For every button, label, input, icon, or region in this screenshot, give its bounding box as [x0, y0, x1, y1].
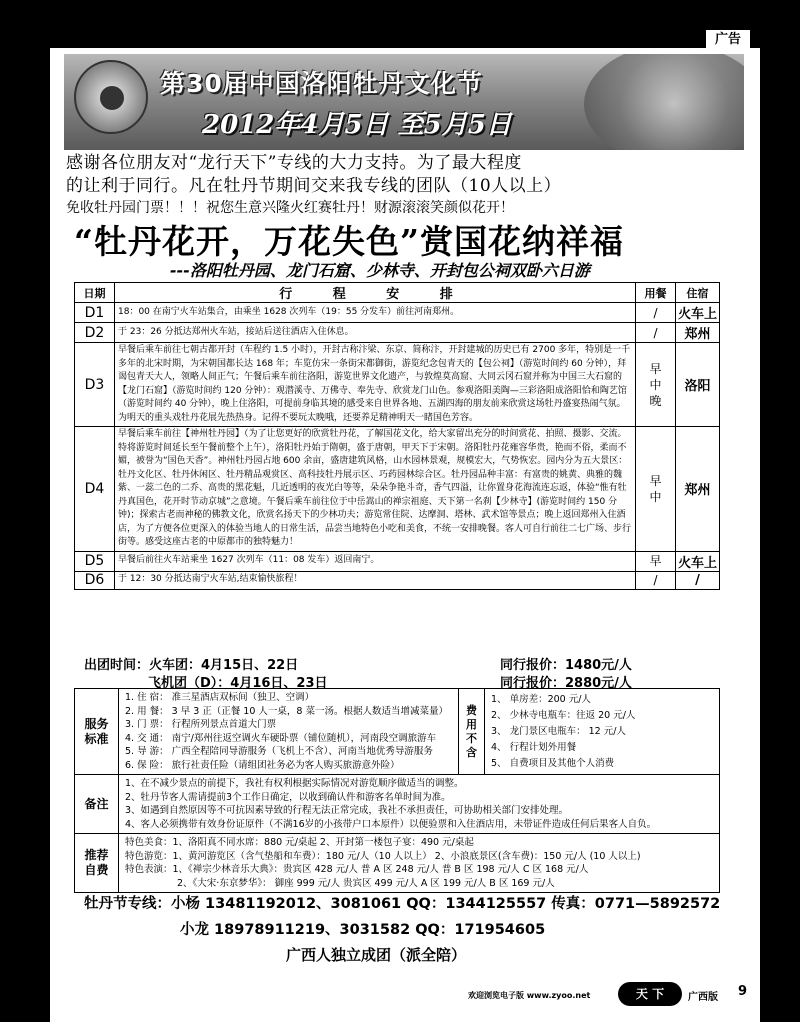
page-content [50, 48, 760, 1022]
service-list [119, 689, 459, 775]
header-meal: 用餐 [636, 283, 676, 303]
note-item: 2、牡丹节客人需请提前3个工作日确定，以收到确认件和游客名单时间为准。 [125, 791, 451, 803]
mascot-flower-icon [74, 60, 148, 134]
day-label: D3 [75, 343, 115, 427]
edition-label: 广西版 [688, 992, 718, 1003]
meal-cell: 早 中 [636, 427, 676, 552]
headline: “牡丹花开，万花失色”赏国花纳祥福 [74, 222, 624, 261]
excluded-list [485, 689, 720, 775]
itinerary-row [75, 551, 720, 571]
train-departure: 出团时间：火车团：4月15日、22日 [84, 658, 299, 673]
itinerary-row [75, 427, 720, 552]
meal-cell: / [636, 303, 676, 323]
day-description: 于 23：26 分抵达郑州火车站，接站后送往酒店入住休息。 [115, 323, 636, 343]
right-frame [760, 0, 800, 1022]
note-item: 1、在不减少景点的前提下，我社有权利根据实际情况对游览顺序做适当的调整。 [125, 778, 464, 789]
contact-line: 牡丹节专线：小杨 13481192012、3081061 QQ：1344125557 传真：0771—5892572 [84, 896, 721, 912]
service-item: 2. 用 餐： 3 早 3 正（正餐 10 人一桌，8 菜一汤。根据人数适当增减菜量） [125, 705, 448, 717]
recommend-item: 特色表演：1、《禅宗少林音乐大典》：贵宾区 428 元/人 普 A 区 248 元/人 普 B 区 198 元/人 C 区 168 元/人 [125, 864, 589, 875]
website-link[interactable]: 欢迎浏览电子版 www.zyoo.net [468, 991, 591, 1000]
recommend-item: 2、《大宋·东京梦华》： 御座 999 元/人 贵宾区 499 元/人 A 区 199 元/人 B 区 169 元/人 [177, 877, 555, 889]
itinerary-row [75, 323, 720, 343]
festival-banner [64, 54, 744, 150]
note-item: 3、如遇到自然原因等不可抗因素导致的行程无法正常完成，我社不承担责任，可协助相关部门安排处理。 [125, 805, 569, 816]
excluded-item: 3、 龙门景区电瓶车： 12 元/人 [491, 725, 626, 737]
stay-cell: 火车上 [676, 303, 720, 323]
stay-cell: 郑州 [676, 427, 720, 552]
recommend-list [119, 834, 720, 893]
intro-line: 的让利于同行。凡在牡丹节期间交来我专线的团队（10人以上） [66, 176, 562, 196]
peony-image [584, 54, 744, 150]
service-item: 6. 保 险： 旅行社责任险（请组团社务必为客人购买旅游意外险） [125, 759, 400, 771]
intro-text [66, 152, 746, 218]
itinerary-row [75, 303, 720, 323]
banner-date: 2012年4月5日 至5月5日 [202, 110, 512, 140]
itinerary-row [75, 571, 720, 589]
recommend-label: 推荐 自费 [75, 834, 119, 893]
header-stay: 住宿 [676, 283, 720, 303]
excluded-item: 2、 少林寺电瓶车：往返 20 元/人 [491, 709, 636, 721]
contact-line: 小龙 18978911219、3031582 QQ：171954605 [180, 922, 546, 938]
day-label: D2 [75, 323, 115, 343]
intro-line: 免收牡丹园门票！！！祝您生意兴隆火红赛牡丹！财源滚滚笑颜似花开！ [66, 200, 514, 216]
left-frame [0, 0, 50, 1022]
banner-title: 第30届中国洛阳牡丹文化节 [160, 69, 483, 98]
meal-cell: 早 [636, 551, 676, 571]
brand-logo: 天 下 [618, 982, 682, 1006]
itinerary-row [75, 343, 720, 427]
stay-cell: 火车上 [676, 551, 720, 571]
top-frame [0, 0, 800, 48]
excluded-item: 4、 行程计划外用餐 [491, 741, 577, 753]
itinerary-header-row [75, 283, 720, 303]
note-item: 4、客人必须携带有效身份证原件（不满16岁的小孩带户口本原件）以便验票和入住酒店用，未带证件造成任何后果客人自负。 [125, 818, 657, 830]
notes-list [119, 775, 720, 834]
day-description: 早餐后乘车前往七朝古都开封（车程约 1.5 小时），开封古称汴梁、东京、简称汴，开封建城的历史已有 2700 多年，特别是一千多年的北宋时期，为宋朝国都长达 168 年；车览仿宋一条街宋都御街，游览纪念包青天的【包公祠】（游览时间约 60 分钟），拜谒包青天大人，领略人间正气；午餐后乘车前往洛阳，游览世界文化遗产，与敦煌莫高窟、大同云冈石窟并称为中国三大石窟的【龙门石窟】（游览时间约 120 分钟）：观潜溪寺、万佛寺、奉先寺、欣赏龙门山色。参观洛阳美陶—三彩洛阳成洛阳恰和陶艺馆（游览时间约 40 分钟），晚上住洛阳，可提前身临其境的感受来自世界各地、五湖四海的朋友前来欣赏这场牡丹盛宴热闹气氛。为明天的重头戏牡丹花展先热热身。记得不要玩太晚哦，还要养足精神明天一睹国色芳容。 [115, 343, 636, 427]
stay-cell: 郑州 [676, 323, 720, 343]
service-item: 1. 住 宿： 准三星酒店双标间（独卫、空调） [125, 692, 315, 703]
notes-row [75, 775, 720, 834]
stay-cell: / [676, 571, 720, 589]
excluded-item: 5、 自费项目及其他个人消费 [491, 757, 615, 769]
day-label: D1 [75, 303, 115, 323]
intro-line: 感谢各位朋友对“龙行天下”专线的大力支持。为了最大程度 [66, 153, 522, 173]
notes-label: 备注 [75, 775, 119, 834]
page-footer [468, 982, 758, 1008]
stay-cell: 洛阳 [676, 343, 720, 427]
service-row [75, 689, 720, 775]
day-label: D5 [75, 551, 115, 571]
group-note: 广西人独立成团（派全陪） [286, 946, 467, 964]
service-item: 5. 导 游： 广西全程陪同导游服务（飞机上不含）、河南当地优秀导游服务 [125, 746, 433, 757]
flight-departure: 飞机团（D）：4月16日、23日 [148, 676, 328, 691]
day-description: 18：00 在南宁火车站集合，由乘坐 1628 次列车（19：55 分发车）前往河南郑州。 [115, 303, 636, 323]
recommend-item: 特色美食：1、洛阳真不同水席：880 元/桌起 2、开封第一楼包子宴：490 元/桌起 [125, 837, 474, 848]
day-description: 于 12：30 分抵达南宁火车站,结束愉快旅程！ [115, 571, 636, 589]
itinerary-table [74, 282, 720, 590]
day-label: D6 [75, 571, 115, 589]
flight-price: 同行报价：2880元/人 [500, 676, 632, 691]
header-plan: 行 程 安 排 [115, 283, 636, 303]
service-label: 服务 标准 [75, 689, 119, 775]
info-table [74, 688, 720, 893]
recommend-item: 特色游览：1、黄河游览区（含气垫船和车费）：180 元/人（10 人以上） 2、小浪底景区(含车费)：150 元/人 (10 人以上) [125, 850, 641, 862]
service-item: 4. 交 通： 南宁/郑州往返空调火车硬卧票（铺位随机），河南段空调旅游车 [125, 732, 437, 744]
meal-cell: / [636, 571, 676, 589]
page-number: 9 [738, 984, 748, 999]
departure-schedule [84, 654, 724, 690]
day-label: D4 [75, 427, 115, 552]
header-day: 日期 [75, 283, 115, 303]
train-price: 同行报价：1480元/人 [500, 658, 632, 673]
meal-cell: 早 中 晚 [636, 343, 676, 427]
ad-tag: 广告 [706, 30, 750, 50]
service-item: 3. 门 票： 行程所列景点首道大门票 [125, 719, 277, 730]
excluded-label: 费 用 不 含 [459, 689, 485, 775]
recommend-row [75, 834, 720, 893]
excluded-item: 1、 单房差：200 元/人 [491, 693, 591, 705]
day-description: 早餐后前往火车站乘坐 1627 次列车（11：08 发车）返回南宁。 [115, 551, 636, 571]
meal-cell: / [636, 323, 676, 343]
subheadline: ---洛阳牡丹园、龙门石窟、少林寺、开封包公祠双卧六日游 [170, 261, 590, 280]
day-description: 早餐后乘车前往【神州牡丹园】（为了让您更好的欣赏牡丹花，了解国花文化，给大家留出充分的时间赏花、拍照、摄影、交流。特将游览时间延长至午餐前整个上午），洛阳牡丹始于隋朝，盛于唐朝，甲天下于宋朝。洛阳牡丹花雍容华贵，艳而不俗，柔而不媚，被誉为“国色天香”。神州牡丹园占地 600 余亩，盛唐建筑风格，山水园林景观，规模宏大，气势恢宏。园内分为五大景区：牡丹文化区、牡丹休闲区、牡丹精品观赏区、高科技牡丹展示区、巧药园林综合区。牡丹园品种丰富：有富贵的姚黄、典雅的魏紫、一蕊二色的二乔、高贵的黑花魁，几近透明的夜光白等等，朵朵争艳斗奇，香气四溢，让你置身花海流连忘返，体验“惟有牡丹真国色，花开时节动京城”之意境。午餐后乘车前往位于中岳嵩山的禅宗祖庭、天下第一名刹【少林寺】(游览时间约 150 分钟)；探索古老而神秘的佛教文化，欣赏名扬天下的少林功夫；游览常住院、达摩洞、塔林、武术馆等景点；晚上返回郑州入住酒店，为了方便各位更深入的体验当地人的日常生活，品尝当地特色小吃和美食，不统一安排晚餐。客人可自行前往二七广场、步行街等。感受这座古老的中原都市的独特魅力！ [115, 427, 636, 552]
